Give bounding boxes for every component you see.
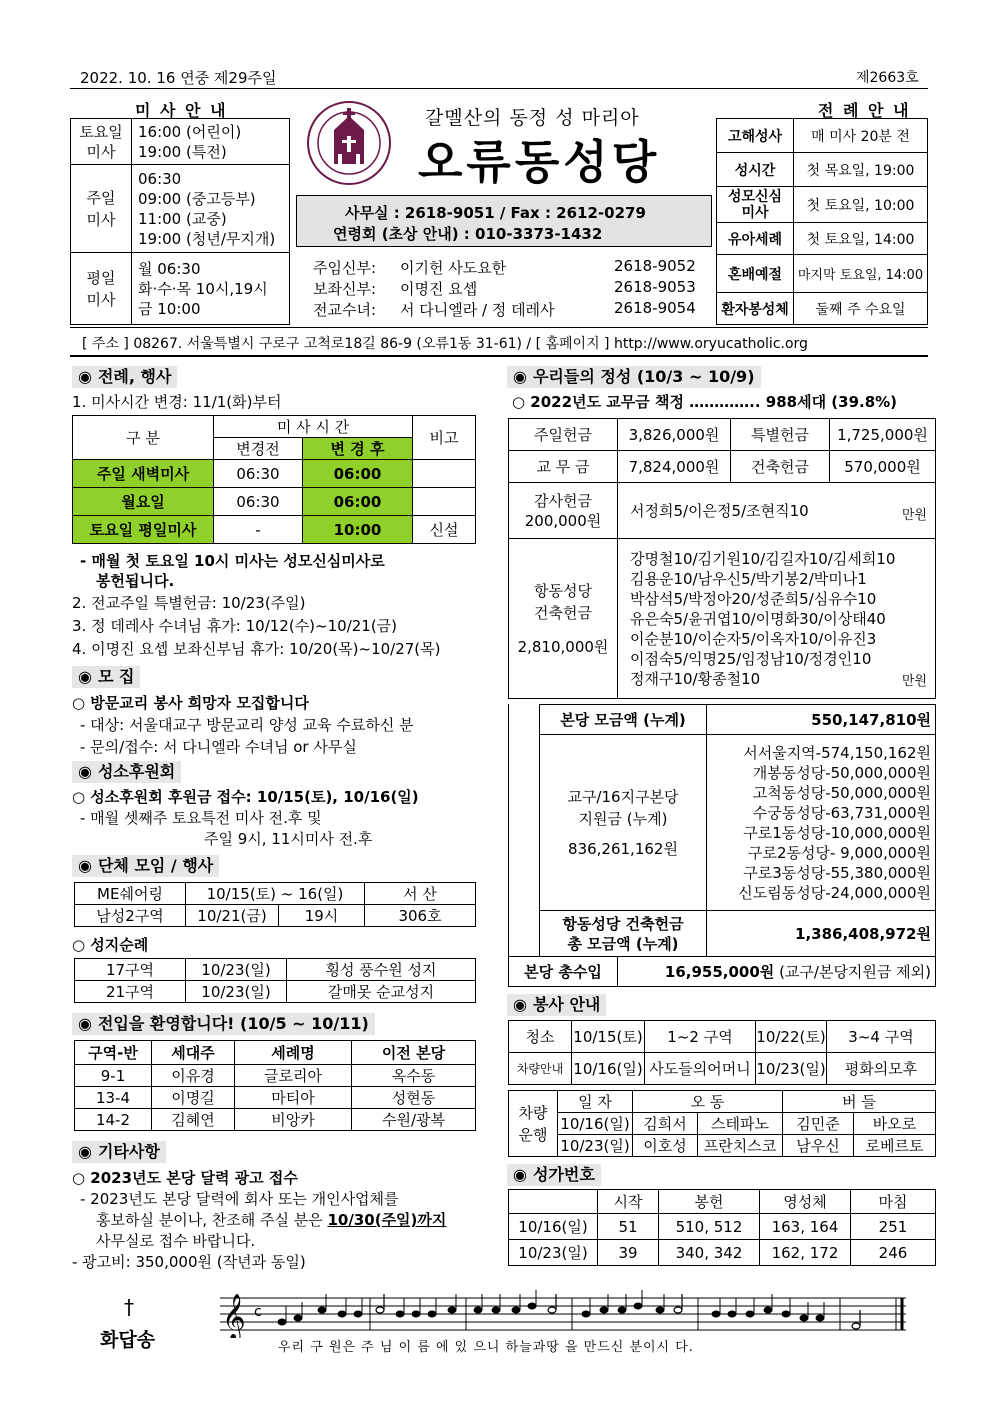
section-recruit bbox=[72, 666, 140, 688]
sacrament-label: 성모신심 미사 bbox=[717, 187, 794, 223]
svg-text:𝄞: 𝄞 bbox=[222, 1294, 246, 1338]
cross-icon: † bbox=[124, 1295, 134, 1319]
group-place: 서 산 bbox=[365, 883, 476, 905]
drive-cell: 프란치스코 bbox=[698, 1135, 783, 1157]
drive-header: 일 자 bbox=[558, 1091, 633, 1113]
psalm-label: 화답송 bbox=[100, 1329, 156, 1351]
donor-line: 이점숙5/익명25/임정남10/정경인10 bbox=[630, 649, 872, 668]
pilgrim-date: 10/23(일) bbox=[186, 959, 287, 981]
drive-cell: 김민준 bbox=[783, 1113, 854, 1135]
aid-item: 구로1동성당-10,000,000원 bbox=[743, 823, 931, 842]
pilgrim-zone: 17구역 bbox=[75, 959, 186, 981]
hymn-header: 시작 bbox=[598, 1190, 659, 1214]
welcome-header: 이전 본당 bbox=[352, 1041, 476, 1065]
service-date: 10/16(일) bbox=[572, 1053, 645, 1085]
offering-value: 1,725,000원 bbox=[830, 419, 936, 451]
drive-label: 차량 운행 bbox=[509, 1091, 558, 1157]
service-table bbox=[508, 1020, 936, 1085]
sacraments-table bbox=[716, 118, 928, 325]
unit-label: 만원 bbox=[901, 508, 927, 523]
staff-role: 보좌신부: bbox=[313, 280, 377, 298]
staff-name: 이기헌 사도요한 bbox=[400, 259, 507, 277]
section-title: 봉사 안내 bbox=[532, 995, 601, 1014]
group-name: 남성2구역 bbox=[75, 905, 186, 927]
hymn-cell: 10/23(일) bbox=[509, 1240, 598, 1266]
aid-item: 신도림동성당-24,000,000원 bbox=[738, 883, 931, 902]
sacrament-value: 둘째 주 수요일 bbox=[794, 293, 928, 325]
etc-line4: 사무실로 접수 바랍니다. bbox=[96, 1232, 256, 1250]
service-assign: 평화의모후 bbox=[827, 1053, 936, 1085]
hymn-header: 마침 bbox=[851, 1190, 936, 1214]
etc-line3 bbox=[96, 1209, 446, 1230]
drive-table bbox=[508, 1090, 936, 1157]
offering-table bbox=[508, 418, 936, 699]
bullet-icon: ◉ bbox=[513, 1165, 527, 1184]
welcome-table bbox=[74, 1040, 476, 1131]
building-label-line1: 항동성당 bbox=[534, 581, 592, 600]
welcome-cell: 수원/광복 bbox=[352, 1109, 476, 1131]
drive-cell: 남우신 bbox=[783, 1135, 854, 1157]
liturgy-item4: 4. 이명진 요셉 보좌신부님 휴가: 10/20(목)~10/27(목) bbox=[72, 640, 441, 658]
building-names bbox=[618, 539, 936, 699]
offering-value: 570,000원 bbox=[830, 451, 936, 483]
drive-cell: 바오로 bbox=[854, 1113, 936, 1135]
music-staff bbox=[220, 1290, 906, 1338]
group-date: 10/21(금) bbox=[186, 905, 279, 927]
etc-deadline: 10/30(주일)까지 bbox=[327, 1211, 447, 1229]
etc-line5: - 광고비: 350,000원 (작년과 동일) bbox=[72, 1253, 306, 1271]
date-line: 2022. 10. 16 연중 제29주일 bbox=[80, 69, 277, 87]
bullet-icon: ◉ bbox=[78, 1142, 92, 1161]
service-assign: 사도들의어머니 bbox=[645, 1053, 756, 1085]
liturgy-item2: 2. 전교주일 특별헌금: 10/23(주일) bbox=[72, 594, 306, 612]
donor-line: 이순분10/이순자5/이옥자10/이유진3 bbox=[630, 629, 877, 648]
welcome-cell: 14-2 bbox=[75, 1109, 152, 1131]
church-subtitle: 갈멜산의 동정 성 마리아 bbox=[425, 107, 640, 129]
row-after: 06:00 bbox=[303, 460, 413, 488]
service-date: 10/15(토) bbox=[572, 1021, 645, 1053]
staff-name: 이명진 요셉 bbox=[400, 280, 478, 298]
section-service bbox=[507, 994, 606, 1016]
grand-total-label: 항동성당 건축헌금 총 모금액 (누계) bbox=[540, 911, 707, 957]
sacrament-value: 첫 토요일, 10:00 bbox=[794, 187, 928, 223]
welcome-cell: 비앙카 bbox=[235, 1109, 352, 1131]
hymns-table bbox=[508, 1189, 936, 1266]
section-liturgy bbox=[72, 366, 177, 388]
row-before: 06:30 bbox=[214, 488, 303, 516]
address-rule-top bbox=[70, 327, 928, 328]
etc-line2: - 2023년도 본당 달력에 회사 또는 개인사업체를 bbox=[80, 1190, 399, 1208]
unit-label: 만원 bbox=[901, 674, 927, 689]
staff-role: 전교수녀: bbox=[313, 301, 377, 319]
liturgy-item3: 3. 정 데레사 수녀님 휴가: 10/12(수)~10/21(금) bbox=[72, 617, 398, 635]
building-label bbox=[509, 539, 618, 699]
sacraments-title: 전 례 안 내 bbox=[818, 101, 911, 120]
hymn-cell: 162, 172 bbox=[760, 1240, 851, 1266]
welcome-cell: 13-4 bbox=[75, 1087, 152, 1109]
mass-table bbox=[70, 118, 290, 325]
donor-line: 강명철10/김기원10/김길자10/김세희10 bbox=[630, 549, 896, 568]
offering-label: 주일헌금 bbox=[509, 419, 618, 451]
offering-label: 특별헌금 bbox=[731, 419, 830, 451]
building-fund-left-rule bbox=[508, 704, 509, 956]
welcome-cell: 이유경 bbox=[152, 1065, 235, 1087]
bullet-icon: ◉ bbox=[78, 856, 92, 875]
bullet-icon: ◉ bbox=[513, 367, 527, 386]
mass-change-table bbox=[72, 415, 476, 544]
drive-header: 버 들 bbox=[783, 1091, 936, 1113]
group-place: 306호 bbox=[365, 905, 476, 927]
income-value: 16,955,000원 bbox=[664, 963, 775, 981]
section-support bbox=[72, 761, 181, 783]
section-title: 기타사항 bbox=[97, 1142, 160, 1161]
service-label: 차량안내 bbox=[509, 1053, 572, 1085]
liturgy-item1: 1. 미사시간 변경: 11/1(화)부터 bbox=[72, 393, 282, 411]
support-line3: 주일 9시, 11시미사 전.후 bbox=[204, 830, 373, 848]
welcome-cell: 성현동 bbox=[352, 1087, 476, 1109]
income-cell bbox=[618, 957, 936, 987]
section-title: 전입을 환영합니다! (10/5 ~ 10/11) bbox=[97, 1014, 369, 1033]
group-time: 19시 bbox=[279, 905, 365, 927]
sacrament-value: 매 미사 20분 전 bbox=[794, 119, 928, 153]
psalm-lyrics: 우리 구 원은 주 님 이 름 에 있 으니 하늘과땅 을 만드신 분이시 다. bbox=[278, 1340, 694, 1355]
section-title: 단체 모임 / 행사 bbox=[97, 856, 214, 875]
staff-name: 서 다니엘라 / 정 데레사 bbox=[400, 301, 555, 319]
section-title: 전례, 행사 bbox=[97, 367, 172, 386]
hymn-header bbox=[509, 1190, 598, 1214]
etc-line1: ○ 2023년도 본당 달력 광고 접수 bbox=[72, 1169, 298, 1187]
row-name: 월요일 bbox=[73, 488, 214, 516]
header-rule bbox=[70, 88, 928, 89]
bullet-icon: ◉ bbox=[513, 995, 527, 1014]
thanks-names: 서정희5/이은정5/조현직10 bbox=[630, 502, 809, 520]
aid-item: 구로3동성당-55,380,000원 bbox=[743, 863, 931, 882]
section-title: 성소후원회 bbox=[97, 762, 176, 781]
aid-list bbox=[707, 735, 936, 911]
staff-phone: 2618-9054 bbox=[614, 299, 696, 317]
row-before: 06:30 bbox=[214, 460, 303, 488]
staff-role: 주임신부: bbox=[313, 259, 377, 277]
drive-cell: 김희서 bbox=[633, 1113, 698, 1135]
office-phone: 사무실 : 2618-9051 / Fax : 2612-0279 bbox=[345, 204, 646, 222]
bullet-icon: ◉ bbox=[78, 1014, 92, 1033]
mass-times-weekday: 월 06:30 화·수·목 10시,19시 금 10:00 bbox=[132, 253, 290, 325]
section-etc bbox=[72, 1141, 166, 1163]
building-label-line2: 건축헌금 bbox=[534, 603, 592, 622]
liturgy-note1: - 매월 첫 토요일 10시 미사는 성모신심미사로 bbox=[80, 552, 385, 570]
offering-label: 교 무 금 bbox=[509, 451, 618, 483]
pilgrim-title: ○ 성지순례 bbox=[72, 936, 149, 954]
hymn-header: 봉헌 bbox=[659, 1190, 760, 1214]
donor-line: 유은숙5/윤귀엽10/이명화30/이상태40 bbox=[630, 609, 886, 628]
donor-line: 정재구10/황종철10 bbox=[630, 669, 761, 688]
hymn-header: 영성체 bbox=[760, 1190, 851, 1214]
welcome-cell: 9-1 bbox=[75, 1065, 152, 1087]
etc-line3-text: 홍보하실 분이나, 찬조해 주실 분은 bbox=[96, 1211, 328, 1229]
welcome-cell: 이명길 bbox=[152, 1087, 235, 1109]
hymn-cell: 246 bbox=[851, 1240, 936, 1266]
dues-line: ○ 2022년도 교무금 책정 ………….. 988세대 (39.8%) bbox=[512, 393, 898, 411]
donor-line: 김용운10/남우신5/박기봉2/박미나1 bbox=[630, 569, 867, 588]
building-amount: 2,810,000원 bbox=[517, 637, 609, 656]
mass-times-sat: 16:00 (어린이) 19:00 (특전) bbox=[132, 119, 290, 165]
row-remark bbox=[413, 460, 476, 488]
mass-label-weekday: 평일 미사 bbox=[71, 253, 132, 325]
drive-cell: 로베르토 bbox=[854, 1135, 936, 1157]
support-line1: ○ 성소후원회 후원금 접수: 10/15(토), 10/16(일) bbox=[72, 788, 419, 806]
pilgrim-place: 횡성 풍수원 성지 bbox=[287, 959, 476, 981]
bullet-icon: ◉ bbox=[78, 762, 92, 781]
address-line: [ 주소 ] 08267. 서울특별시 구로구 고척로18길 86-9 (오류1동 31-61) / [ 홈페이지 ] http://www.oryucatholic.org bbox=[82, 336, 808, 352]
col-category: 구 분 bbox=[73, 416, 214, 460]
service-assign: 3~4 구역 bbox=[827, 1021, 936, 1053]
pilgrim-table bbox=[74, 958, 476, 1003]
svg-text:c: c bbox=[254, 1304, 262, 1320]
aid-item: 고척동성당-50,000,000원 bbox=[752, 783, 931, 802]
recruit-line3: - 문의/접수: 서 다니엘라 수녀님 or 사무실 bbox=[80, 738, 357, 756]
mass-label-sun: 주일 미사 bbox=[71, 165, 132, 253]
building-fund-table bbox=[539, 704, 936, 957]
aid-item: 구로2동성당- 9,000,000원 bbox=[747, 843, 931, 862]
sacrament-label: 유아세례 bbox=[717, 223, 794, 255]
sacrament-label: 성시간 bbox=[717, 153, 794, 187]
sacrament-label: 환자봉성체 bbox=[717, 293, 794, 325]
service-date: 10/23(일) bbox=[756, 1053, 827, 1085]
welcome-header: 세례명 bbox=[235, 1041, 352, 1065]
row-after: 06:00 bbox=[303, 488, 413, 516]
income-note: (교구/본당지원금 제외) bbox=[779, 963, 931, 981]
section-title: 성가번호 bbox=[532, 1165, 595, 1184]
pilgrim-zone: 21구역 bbox=[75, 981, 186, 1003]
drive-cell: 스테파노 bbox=[698, 1113, 783, 1135]
row-remark: 신설 bbox=[413, 516, 476, 544]
welcome-cell: 옥수동 bbox=[352, 1065, 476, 1087]
parish-total: 550,147,810원 bbox=[707, 705, 936, 735]
thanks-cell bbox=[618, 483, 936, 539]
service-date: 10/22(토) bbox=[756, 1021, 827, 1053]
income-table bbox=[508, 956, 936, 987]
hymn-cell: 10/16(일) bbox=[509, 1214, 598, 1240]
sacrament-value: 마지막 토요일, 14:00 bbox=[794, 255, 928, 293]
mass-times-sun: 06:30 09:00 (중고등부) 11:00 (교중) 19:00 (청년/무지개) bbox=[132, 165, 290, 253]
drive-header: 오 동 bbox=[633, 1091, 783, 1113]
groups-table bbox=[74, 882, 476, 927]
aid-total: 836,261,162원 bbox=[568, 839, 678, 858]
section-title: 우리들의 정성 (10/3 ~ 10/9) bbox=[532, 367, 755, 386]
bullet-icon: ◉ bbox=[78, 667, 92, 686]
offering-label: 건축헌금 bbox=[731, 451, 830, 483]
welcome-cell: 마티아 bbox=[235, 1087, 352, 1109]
sacrament-label: 고해성사 bbox=[717, 119, 794, 153]
funeral-contact: 연령회 (초상 안내) : 010-3373-1432 bbox=[333, 225, 603, 243]
bullet-icon: ◉ bbox=[78, 367, 92, 386]
aid-item: 서서울지역-574,150,162원 bbox=[743, 743, 931, 762]
church-name: 오류동성당 bbox=[418, 135, 661, 189]
col-after: 변 경 후 bbox=[303, 438, 413, 460]
col-before: 변경전 bbox=[214, 438, 303, 460]
row-after: 10:00 bbox=[303, 516, 413, 544]
mass-title: 미 사 안 내 bbox=[135, 101, 228, 120]
section-title: 모 집 bbox=[97, 667, 135, 686]
aid-label-text: 교구/16지구본당 지원금 (누계) bbox=[567, 787, 679, 828]
parish-total-label: 본당 모금액 (누계) bbox=[540, 705, 707, 735]
hymn-cell: 340, 342 bbox=[659, 1240, 760, 1266]
drive-cell: 10/16(일) bbox=[558, 1113, 633, 1135]
col-remark: 비고 bbox=[413, 416, 476, 460]
recruit-line2: - 대상: 서울대교구 방문교리 양성 교육 수료하신 분 bbox=[80, 716, 414, 734]
pilgrim-date: 10/23(일) bbox=[186, 981, 287, 1003]
income-label: 본당 총수입 bbox=[509, 957, 618, 987]
welcome-cell: 글로리아 bbox=[235, 1065, 352, 1087]
row-name: 토요일 평일미사 bbox=[73, 516, 214, 544]
row-name: 주일 새벽미사 bbox=[73, 460, 214, 488]
pilgrim-place: 갈매못 순교성지 bbox=[287, 981, 476, 1003]
section-offering bbox=[507, 366, 761, 388]
hymn-cell: 51 bbox=[598, 1214, 659, 1240]
aid-item: 개봉동성당-50,000,000원 bbox=[752, 763, 931, 782]
sacrament-label: 혼배예절 bbox=[717, 255, 794, 293]
support-line2: - 매월 셋째주 토요특전 미사 전.후 및 bbox=[80, 809, 322, 827]
offering-value: 3,826,000원 bbox=[618, 419, 731, 451]
staff-phone: 2618-9052 bbox=[614, 257, 696, 275]
service-assign: 1~2 구역 bbox=[645, 1021, 756, 1053]
welcome-header: 구역-반 bbox=[75, 1041, 152, 1065]
address-rule-bottom bbox=[70, 355, 928, 357]
grand-total: 1,386,408,972원 bbox=[707, 911, 936, 957]
service-label: 청소 bbox=[509, 1021, 572, 1053]
group-date: 10/15(토) ~ 16(일) bbox=[186, 883, 365, 905]
staff-phone: 2618-9053 bbox=[614, 278, 696, 296]
row-before: - bbox=[214, 516, 303, 544]
mass-label-sat: 토요일 미사 bbox=[71, 119, 132, 165]
col-mass-time: 미 사 시 간 bbox=[214, 416, 413, 438]
welcome-cell: 김혜연 bbox=[152, 1109, 235, 1131]
row-remark bbox=[413, 488, 476, 516]
section-groups bbox=[72, 855, 219, 877]
drive-cell: 이호성 bbox=[633, 1135, 698, 1157]
hymn-cell: 39 bbox=[598, 1240, 659, 1266]
offering-value: 7,824,000원 bbox=[618, 451, 731, 483]
welcome-header: 세대주 bbox=[152, 1041, 235, 1065]
donor-line: 박삼석5/박정아20/성준희5/심유수10 bbox=[630, 589, 877, 608]
drive-cell: 10/23(일) bbox=[558, 1135, 633, 1157]
church-emblem bbox=[306, 100, 392, 186]
hymn-cell: 510, 512 bbox=[659, 1214, 760, 1240]
section-welcome bbox=[72, 1013, 375, 1035]
section-hymns bbox=[507, 1164, 601, 1186]
hymn-cell: 251 bbox=[851, 1214, 936, 1240]
aid-label bbox=[540, 735, 707, 911]
issue-number: 제2663호 bbox=[856, 70, 919, 86]
thanks-label: 감사헌금 200,000원 bbox=[509, 483, 618, 539]
sacrament-value: 첫 토요일, 14:00 bbox=[794, 223, 928, 255]
liturgy-note2: 봉헌됩니다. bbox=[96, 572, 175, 590]
recruit-line1: ○ 방문교리 봉사 희망자 모집합니다 bbox=[72, 694, 309, 712]
sacrament-value: 첫 목요일, 19:00 bbox=[794, 153, 928, 187]
group-name: ME쉐어링 bbox=[75, 883, 186, 905]
aid-item: 수궁동성당-63,731,000원 bbox=[752, 803, 931, 822]
hymn-cell: 163, 164 bbox=[760, 1214, 851, 1240]
